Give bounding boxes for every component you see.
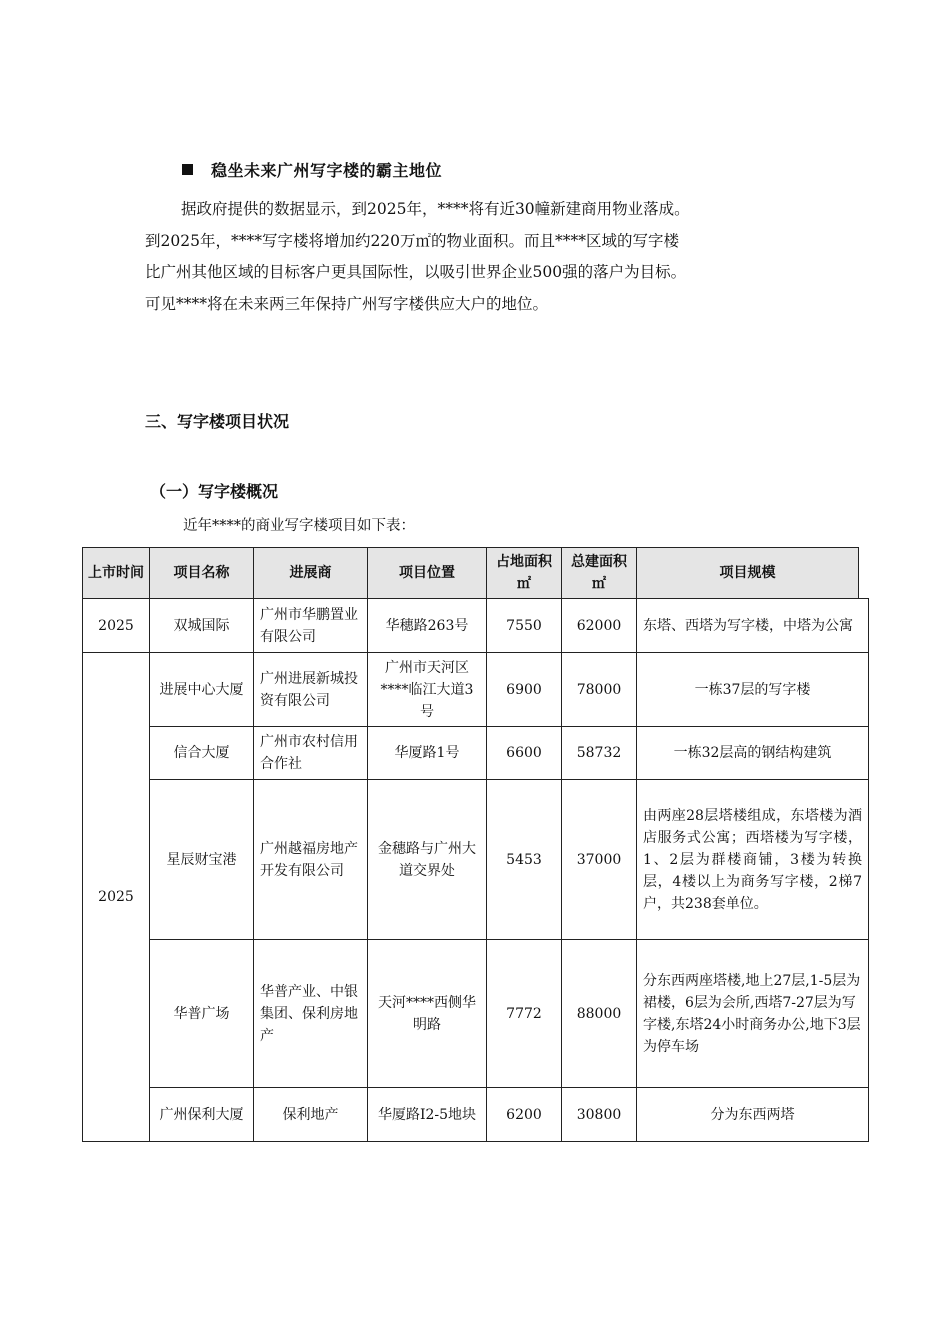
table-intro: 近年****的商业写字楼项目如下表： [183, 518, 415, 534]
cell-build-area: 88000 [562, 940, 637, 1088]
cell-location: 华穗路263号 [368, 599, 487, 653]
table-row [83, 599, 869, 653]
paragraph-line: 据政府提供的数据显示，到2025年，****将有近30幢新建商用物业落成。 [181, 200, 690, 218]
cell-land-area: 6600 [487, 727, 562, 780]
cell-scale: 由两座28层塔楼组成，东塔楼为酒店服务式公寓；西塔楼为写字楼，1、2层为群楼商铺，3楼为转换层，4楼以上为商务写字楼，2梯7户，共238套单位。 [637, 780, 869, 940]
cell-developer: 广州进展新城投资有限公司 [254, 653, 368, 727]
cell-land-area: 6200 [487, 1088, 562, 1142]
cell-developer: 广州市华鹏置业有限公司 [254, 599, 368, 653]
header-scale: 项目规模 [637, 548, 859, 599]
cell-land-area: 7550 [487, 599, 562, 653]
cell-scale: 分为东西两塔 [637, 1088, 869, 1142]
cell-build-area: 62000 [562, 599, 637, 653]
cell-name: 星辰财宝港 [150, 780, 254, 940]
table-row [83, 653, 869, 727]
cell-scale: 分东西两座塔楼,地上27层,1-5层为裙楼，6层为会所,西塔7-27层为写字楼,东塔24小时商务办公,地下3层为停车场 [637, 940, 869, 1088]
header-location: 项目位置 [368, 548, 487, 599]
cell-land-area: 6900 [487, 653, 562, 727]
header-developer: 进展商 [254, 548, 368, 599]
header-time: 上市时间 [83, 548, 150, 599]
header-name: 项目名称 [150, 548, 254, 599]
sub-section-title: （一）写字楼概况 [150, 482, 279, 501]
cell-time: 2025 [83, 599, 150, 653]
projects-table [82, 547, 869, 1142]
bullet-heading-text: 稳坐未来广州写字楼的霸主地位 [211, 161, 443, 180]
table-header-row [83, 548, 869, 599]
table-row [83, 940, 869, 1088]
table-row [83, 1088, 869, 1142]
cell-build-area: 30800 [562, 1088, 637, 1142]
header-build-area: 总建面积㎡ [562, 548, 637, 599]
section-title: 三、写字楼项目状况 [145, 412, 290, 431]
cell-name: 双城国际 [150, 599, 254, 653]
cell-location: 金穗路与广州大道交界处 [368, 780, 487, 940]
paragraph-line: 比广州其他区域的目标客户更具国际性，以吸引世界企业500强的落户为目标。 [145, 263, 687, 281]
square-bullet-icon [182, 164, 193, 175]
cell-build-area: 58732 [562, 727, 637, 780]
table-row [83, 727, 869, 780]
table-row [83, 780, 869, 940]
cell-name: 华普广场 [150, 940, 254, 1088]
cell-name: 进展中心大厦 [150, 653, 254, 727]
cell-name: 广州保利大厦 [150, 1088, 254, 1142]
cell-developer: 广州市农村信用合作社 [254, 727, 368, 780]
cell-developer: 保利地产 [254, 1088, 368, 1142]
cell-location: 天河****西侧华明路 [368, 940, 487, 1088]
paragraph-line: 到2025年，****写字楼将增加约220万㎡的物业面积。而且****区域的写字楼 [145, 231, 680, 250]
header-land-area: 占地面积㎡ [487, 548, 562, 599]
cell-location: 华厦路1号 [368, 727, 487, 780]
cell-scale: 一栋32层高的钢结构建筑 [637, 727, 869, 780]
cell-scale: 东塔、西塔为写字楼，中塔为公寓 [637, 599, 869, 653]
cell-location: 广州市天河区****临江大道3号 [368, 653, 487, 727]
cell-build-area: 37000 [562, 780, 637, 940]
cell-location: 华厦路I2-5地块 [368, 1088, 487, 1142]
header-spacer [859, 548, 869, 599]
cell-land-area: 5453 [487, 780, 562, 940]
bullet-heading [182, 158, 442, 184]
cell-name: 信合大厦 [150, 727, 254, 780]
cell-build-area: 78000 [562, 653, 637, 727]
cell-developer: 广州越福房地产开发有限公司 [254, 780, 368, 940]
body-paragraph [145, 194, 820, 320]
paragraph-line: 可见****将在未来两三年保持广州写字楼供应大户的地位。 [145, 294, 549, 313]
cell-developer: 华普产业、中银集团、保利房地产 [254, 940, 368, 1088]
cell-land-area: 7772 [487, 940, 562, 1088]
cell-scale: 一栋37层的写字楼 [637, 653, 869, 727]
cell-time-group: 2025 [83, 653, 150, 1142]
